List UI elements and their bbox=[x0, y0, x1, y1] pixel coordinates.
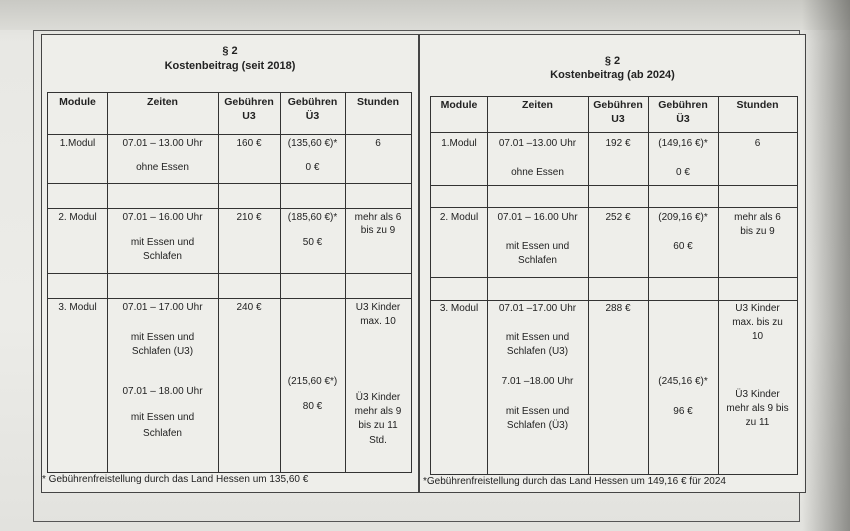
panel-title: Kostenbeitrag (ab 2024) bbox=[550, 69, 675, 81]
cell-fee-ue3: 0 € bbox=[305, 162, 320, 173]
cell-zeit: 07.01 –13.00 Uhr bbox=[498, 138, 577, 149]
cell-module: 3. Modul bbox=[58, 302, 97, 313]
cell-zeit-note: mit Essen und bbox=[130, 332, 195, 343]
cell-fee-ue3: (135,60 €)* bbox=[287, 138, 338, 149]
cell-stunden: max. bis zu bbox=[732, 317, 783, 328]
cell-stunden: mehr als 9 bis bbox=[726, 403, 789, 414]
cell-stunden: max. 10 bbox=[360, 316, 396, 327]
cell-fee-u3: 192 € bbox=[605, 138, 631, 149]
cell-zeit-note: Schlafen (U3) bbox=[506, 346, 569, 357]
cell-zeit-note: mit Essen und bbox=[505, 241, 570, 252]
cell-zeit: 07.01 –17.00 Uhr bbox=[498, 303, 577, 314]
header-zeiten: Zeiten bbox=[147, 96, 178, 108]
header-gebuehren-u3-sub: U3 bbox=[611, 113, 625, 125]
cell-zeit: 7.01 –18.00 Uhr bbox=[501, 376, 574, 387]
page-edge-shadow bbox=[802, 0, 850, 531]
cell-stunden: zu 11 bbox=[745, 417, 770, 428]
header-gebuehren-ue3-sub: Ü3 bbox=[676, 113, 690, 125]
cell-zeit-note: Schlafen bbox=[143, 251, 182, 262]
panel-title: Kostenbeitrag (seit 2018) bbox=[164, 60, 296, 72]
cell-zeit-note: ohne Essen bbox=[511, 167, 564, 178]
cell-zeit-note: Schlafen bbox=[143, 428, 182, 439]
header-stunden: Stunden bbox=[357, 96, 399, 108]
cell-zeit-note: mit Essen und bbox=[130, 412, 195, 423]
header-module: Module bbox=[440, 99, 478, 111]
cell-fee-u3: 252 € bbox=[605, 212, 631, 223]
cell-zeit-note: ohne Essen bbox=[136, 162, 189, 173]
cell-stunden: bis zu 9 bbox=[360, 225, 396, 236]
cell-stunden: bis zu 11 bbox=[358, 420, 398, 431]
header-gebuehren-u3: Gebühren bbox=[593, 99, 643, 111]
cell-fee-ue3: (185,60 €)* bbox=[287, 212, 338, 223]
cell-stunden: 6 bbox=[375, 138, 381, 149]
cell-stunden: 10 bbox=[751, 331, 764, 342]
cell-zeit: 07.01 – 16.00 Uhr bbox=[497, 212, 578, 223]
cell-zeit-note: mit Essen und bbox=[505, 406, 570, 417]
cell-stunden: mehr als 6 bbox=[354, 212, 402, 223]
header-stunden: Stunden bbox=[736, 99, 779, 111]
cell-module: 2. Modul bbox=[439, 212, 479, 223]
section-sign: § 2 bbox=[222, 45, 238, 57]
cell-stunden: U3 Kinder bbox=[735, 303, 780, 314]
cell-fee-u3: 160 € bbox=[236, 138, 262, 149]
cell-fee-ue3: (209,16 €)* bbox=[658, 212, 708, 223]
cell-fee-u3: 288 € bbox=[605, 303, 631, 314]
cell-fee-ue3: 60 € bbox=[673, 241, 693, 252]
cell-fee-u3: 210 € bbox=[236, 212, 262, 223]
cell-stunden: mehr als 6 bbox=[734, 212, 781, 223]
cell-zeit-note: mit Essen und bbox=[130, 237, 195, 248]
section-sign: § 2 bbox=[604, 55, 621, 67]
cell-zeit: 07.01 – 13.00 Uhr bbox=[122, 138, 203, 149]
header-gebuehren-ue3: Gebühren bbox=[287, 96, 338, 108]
cell-module: 2. Modul bbox=[58, 212, 97, 223]
cell-stunden: Std. bbox=[369, 435, 387, 446]
cell-zeit-note: Schlafen (Ü3) bbox=[506, 420, 569, 431]
panel-2024 bbox=[419, 34, 806, 493]
footnote: *Gebührenfreistellung durch das Land Hessen um 149,16 € für 2024 bbox=[423, 476, 726, 487]
page-top-shadow bbox=[0, 0, 850, 30]
footnote: * Gebührenfreistellung durch das Land Hessen um 135,60 € bbox=[42, 474, 309, 485]
cell-zeit-note: mit Essen und bbox=[505, 332, 570, 343]
cell-stunden: U3 Kinder bbox=[355, 302, 401, 313]
cell-fee-ue3: 96 € bbox=[673, 406, 693, 417]
cell-stunden: mehr als 9 bbox=[354, 406, 402, 417]
fee-table-2018 bbox=[47, 92, 412, 473]
header-gebuehren-u3: Gebühren bbox=[224, 96, 274, 108]
cell-stunden: 6 bbox=[754, 138, 761, 149]
header-module: Module bbox=[59, 96, 96, 108]
cell-zeit: 07.01 – 16.00 Uhr bbox=[122, 212, 203, 223]
cell-fee-ue3: (215,60 €*) bbox=[287, 376, 338, 387]
cell-module: 1.Modul bbox=[441, 138, 477, 149]
cell-module: 1.Modul bbox=[59, 138, 96, 149]
cell-zeit: 07.01 – 17.00 Uhr bbox=[122, 302, 203, 313]
cell-zeit: 07.01 – 18.00 Uhr bbox=[122, 386, 203, 397]
cell-stunden: Ü3 Kinder bbox=[355, 392, 401, 403]
fee-table-2024 bbox=[430, 96, 798, 475]
cell-zeit-note: Schlafen (U3) bbox=[131, 346, 194, 357]
header-zeiten: Zeiten bbox=[522, 99, 553, 111]
cell-fee-ue3: 80 € bbox=[302, 401, 323, 412]
header-gebuehren-ue3-sub: Ü3 bbox=[305, 110, 320, 122]
cell-module: 3. Modul bbox=[439, 303, 479, 314]
cell-zeit-note: Schlafen bbox=[518, 255, 557, 266]
header-gebuehren-u3-sub: U3 bbox=[242, 110, 256, 122]
cell-stunden: bis zu 9 bbox=[740, 226, 775, 237]
cell-fee-u3: 240 € bbox=[236, 302, 262, 313]
panel-2018 bbox=[41, 34, 419, 493]
cell-fee-ue3: (149,16 €)* bbox=[658, 138, 708, 149]
cell-fee-ue3: 0 € bbox=[676, 167, 690, 178]
cell-stunden: Ü3 Kinder bbox=[735, 389, 780, 400]
cell-fee-ue3: (245,16 €)* bbox=[658, 376, 708, 387]
header-gebuehren-ue3: Gebühren bbox=[658, 99, 708, 111]
cell-fee-ue3: 50 € bbox=[302, 237, 323, 248]
